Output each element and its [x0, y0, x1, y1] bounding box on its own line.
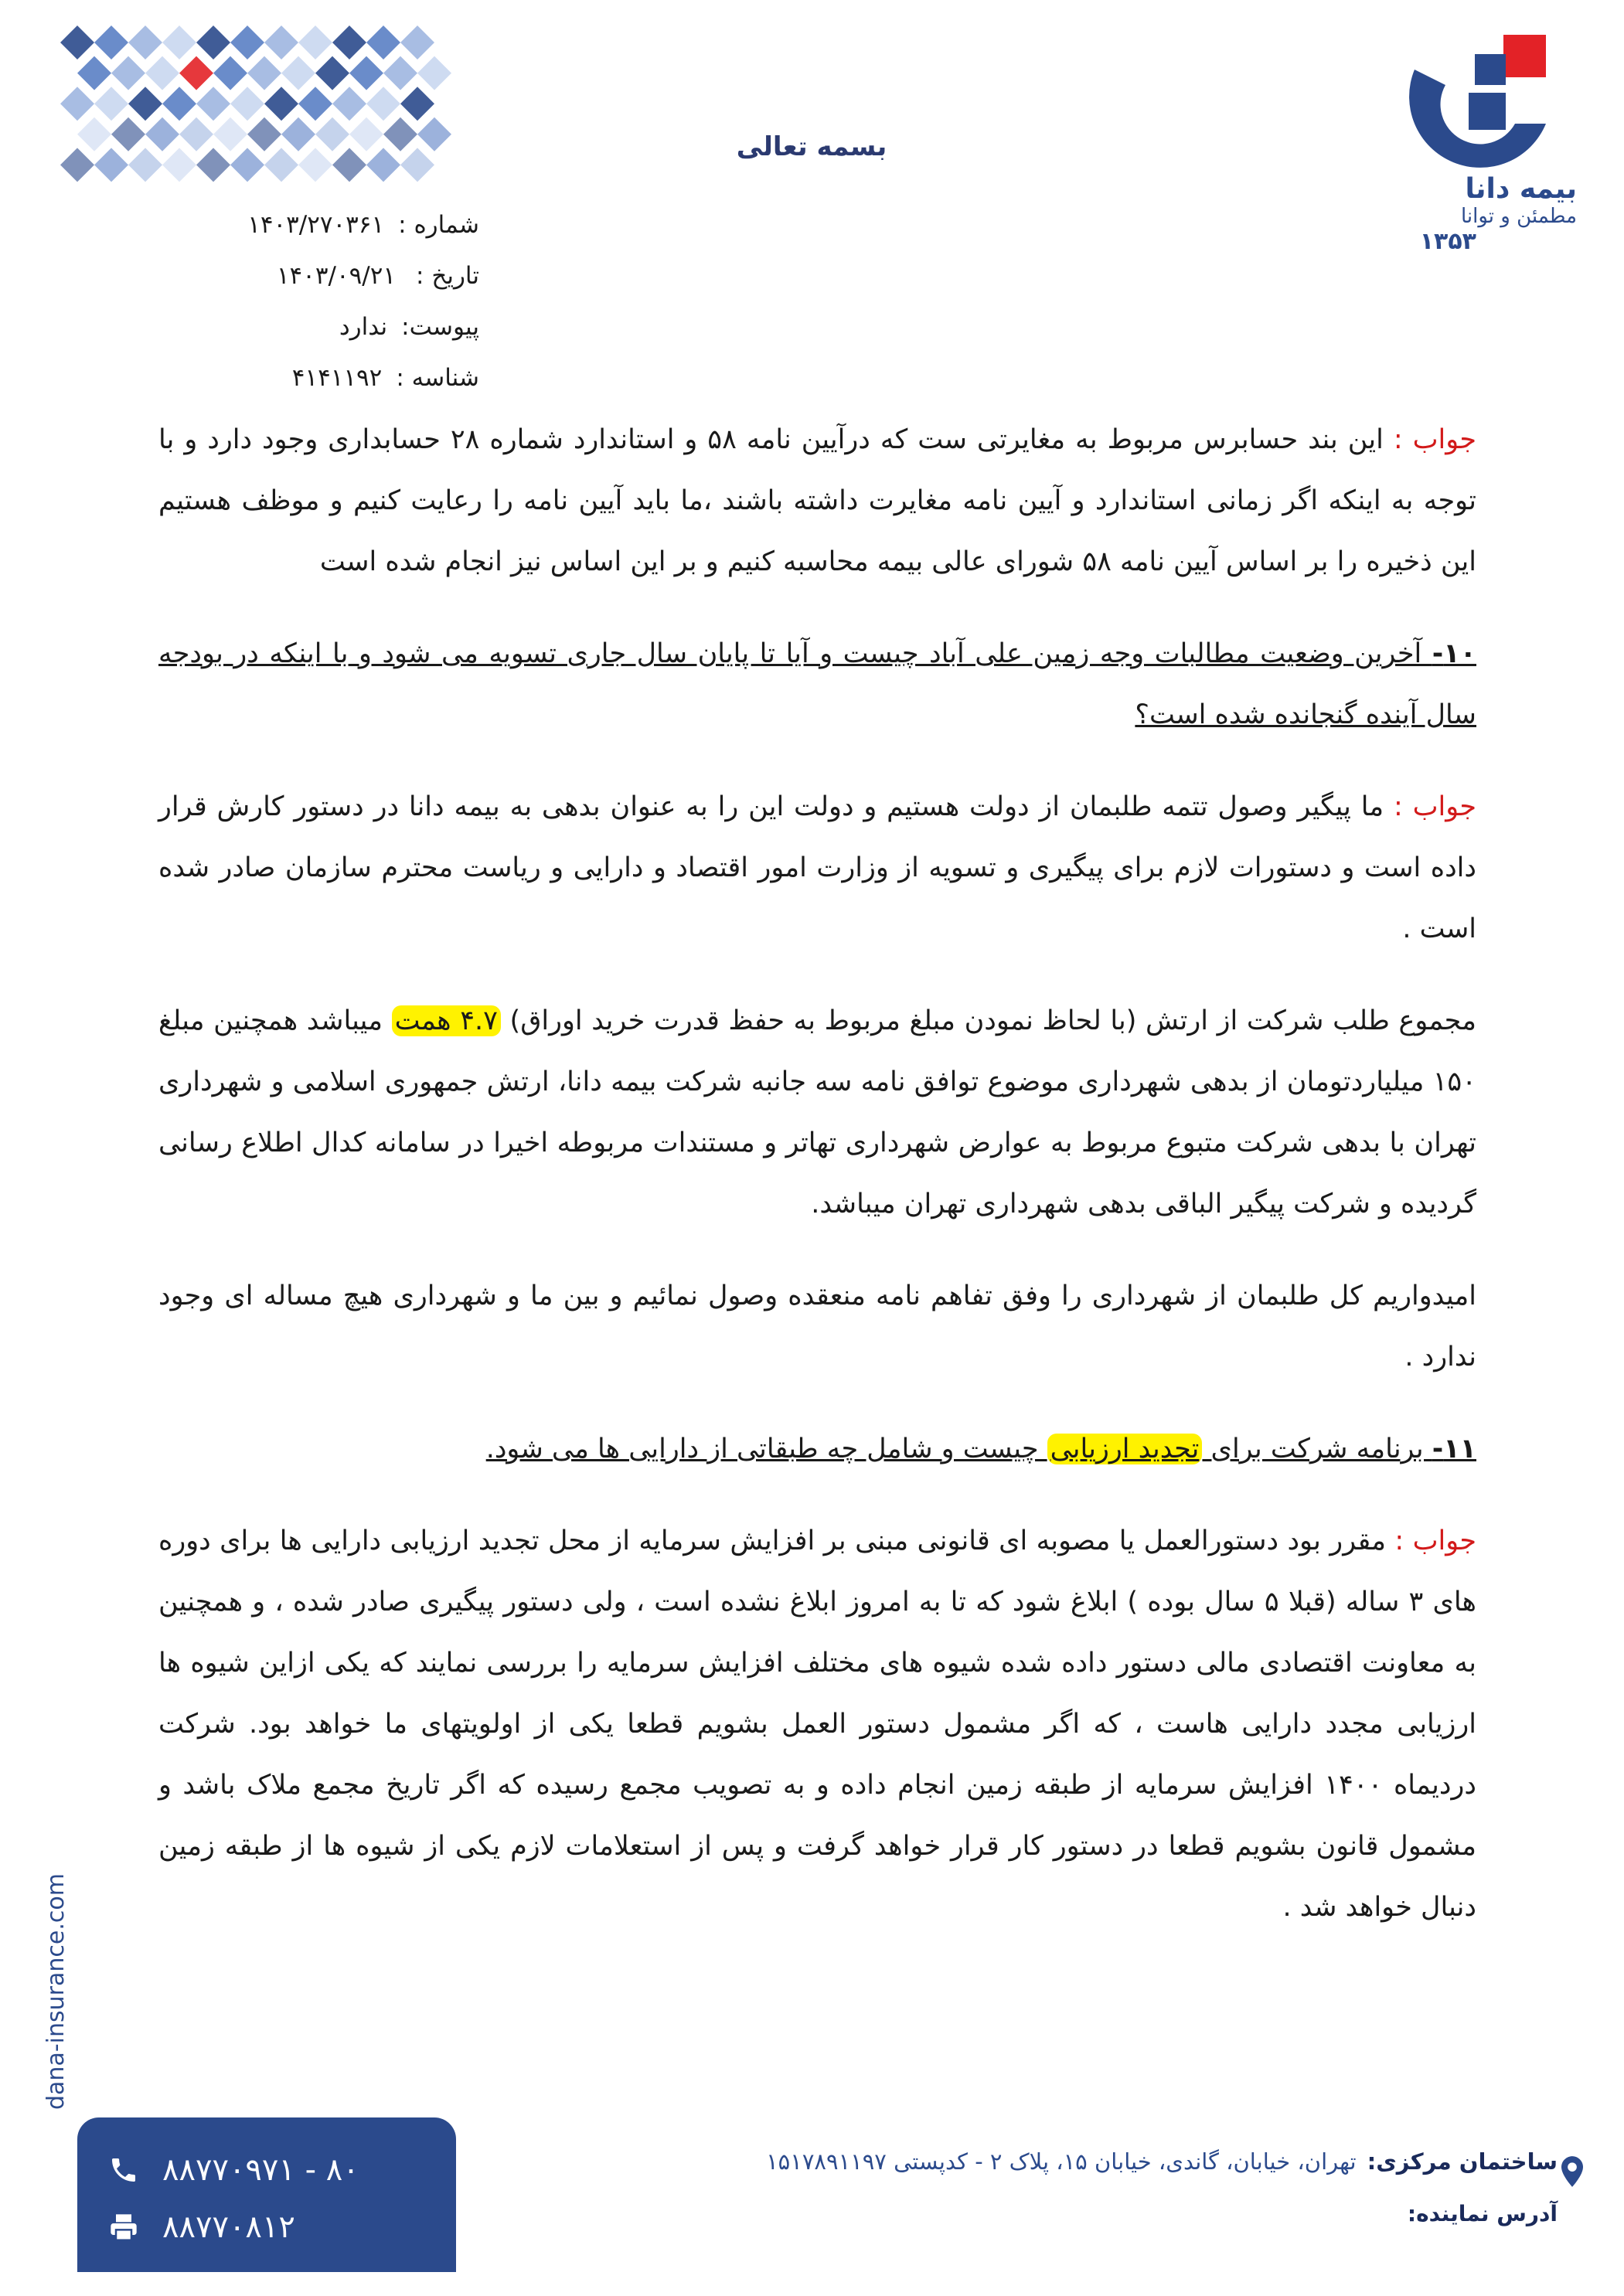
paragraph-municipality	[158, 1266, 1476, 1388]
diamond-tile	[315, 56, 349, 90]
meta-value: ۱۴۰۳/۲۷۰۳۶۱	[247, 211, 385, 239]
paragraph-text: امیدواریم کل طلبمان از شهرداری را وفق تفاهم نامه منعقده وصول نمائیم و بین ما و شهرداری هیچ مساله ای وجود ندارد .	[158, 1281, 1476, 1372]
diamond-tile	[264, 87, 298, 121]
diamond-tile	[417, 56, 451, 90]
diamond-tile	[111, 117, 145, 151]
location-pin-icon	[1561, 2156, 1583, 2187]
diamond-tile	[400, 26, 434, 60]
diamond-tile	[179, 56, 213, 90]
website-text[interactable]: dana-insurance.com	[43, 1873, 70, 2110]
phone-icon	[108, 2155, 139, 2185]
diamond-tile	[298, 26, 332, 60]
diamond-tile	[315, 117, 349, 151]
meta-attachment	[232, 301, 479, 352]
diamond-tile	[264, 26, 298, 60]
diamond-tile	[111, 56, 145, 90]
diamond-tile	[298, 87, 332, 121]
meta-label: شناسه :	[396, 364, 479, 392]
logo-mark	[1384, 23, 1577, 178]
diamond-tile	[213, 117, 247, 151]
meta-id	[232, 352, 479, 403]
diamond-tile	[417, 117, 451, 151]
address-block	[618, 2148, 1558, 2226]
question-text: برنامه شرکت برای	[1202, 1434, 1432, 1464]
diamond-tile	[196, 26, 230, 60]
diamond-tile	[60, 87, 94, 121]
diamond-tile	[349, 56, 383, 90]
paragraph-army-claim	[158, 991, 1476, 1235]
letter-body	[158, 410, 1476, 1969]
diamond-tile	[162, 26, 196, 60]
fax-number[interactable]: ۸۸۷۷۰۸۱۲	[162, 2209, 295, 2245]
diamond-tile	[162, 87, 196, 121]
diamond-tile	[332, 26, 366, 60]
diamond-tile	[247, 117, 281, 151]
company-logo	[1384, 23, 1577, 255]
bismillah-heading: بسمه تعالی	[736, 131, 887, 162]
meta-value: ۱۴۰۳/۰۹/۲۱	[276, 262, 396, 290]
letter-meta	[232, 199, 479, 403]
paragraph-text: میباشد همچنین مبلغ ۱۵۰ میلیاردتومان از بدهی شهرداری موضوع توافق نامه سه جانبه شرکت بیمه دانا، ارتش جمهوری اسلامی و شهرداری تهران با بدهی شرکت متبوع مربوط به عوارض شهرداری تهاتر و مستندات مربوطه اخیرا در سامانه کدال اطلاع رسانی گردیده و شرکت پیگیر الباقی بدهی شهرداری تهران میباشد.	[158, 1005, 1476, 1219]
diamond-tile	[179, 117, 213, 151]
answer-label: جواب :	[1393, 424, 1476, 455]
diamond-tile	[162, 148, 196, 182]
question-text: آخرین وضعیت مطالبات وجه زمین علی آباد چیست و آیا تا پایان سال جاری تسویه می شود و با اینکه در بودجه سال آینده گنجانده شده است؟	[158, 638, 1476, 730]
diamond-tile	[60, 148, 94, 182]
answer-paragraph-3	[158, 1511, 1476, 1938]
diamond-tile	[366, 26, 400, 60]
diamond-tile	[400, 148, 434, 182]
diamond-tile	[383, 117, 417, 151]
meta-number	[232, 199, 479, 250]
answer-paragraph-1	[158, 410, 1476, 593]
diamond-tile	[196, 87, 230, 121]
diamond-tile	[94, 26, 128, 60]
answer-text: ما پیگیر وصول تتمه طلبمان از دولت هستیم و دولت این را به عنوان بدهی به بیمه دانا در دستور کارش قرار داده است و دستورات لازم برای پیگیری و تسویه از وزارت امور اقتصاد و دارایی و ریاست محترم سازمان صادر شده است .	[158, 791, 1476, 944]
fax-row	[108, 2204, 295, 2250]
diamond-tile	[94, 148, 128, 182]
address-label: ساختمان مرکزی:	[1367, 2148, 1558, 2175]
diamond-tile	[94, 87, 128, 121]
diamond-tile	[332, 148, 366, 182]
meta-date	[232, 250, 479, 301]
diamond-tile	[128, 26, 162, 60]
website-link[interactable]	[35, 1873, 81, 2110]
diamond-tile	[145, 56, 179, 90]
phone-number[interactable]: ۸۸۷۷۰۹۷۱ - ۸۰	[162, 2152, 359, 2188]
diamond-tile	[77, 56, 111, 90]
address-line	[618, 2148, 1558, 2175]
answer-paragraph-2	[158, 777, 1476, 960]
question-number: ۱۰-	[1432, 638, 1476, 669]
diamond-tile	[196, 148, 230, 182]
diamond-tile	[366, 148, 400, 182]
question-10	[158, 624, 1476, 746]
contact-box	[77, 2117, 456, 2272]
diamond-tile	[213, 56, 247, 90]
highlighted-term: تجدید ارزیابی	[1047, 1434, 1203, 1464]
answer-text: این بند حسابرس مربوط به مغایرتی ست که درآیین نامه ۵۸ و استاندارد شماره ۲۸ حسابداری وجود دارد و با توجه به اینکه اگر زمانی استاندارد و آیین نامه مغایرت داشته باشند ،ما باید آیین نامه را رعایت کنیم و موظف هستیم این ذخیره را بر اساس آیین نامه ۵۸ شورای عالی بیمه محاسبه کنیم و بر این اساس نیز انجام شده است	[158, 424, 1476, 577]
answer-label: جواب :	[1393, 791, 1476, 822]
diamond-tile	[281, 56, 315, 90]
diamond-tile	[400, 87, 434, 121]
answer-label: جواب :	[1394, 1526, 1476, 1556]
answer-text: مقرر بود دستورالعمل یا مصوبه ای قانونی مبنی بر افزایش سرمایه از محل تجدید ارزیابی دارایی ها برای دوره های ۳ ساله (قبلا ۵ سال بوده ) ابلاغ شود که تا به امروز ابلاغ نشده است ، ولی دستور پیگیری صادر شده ، و همچنین به معاونت اقتصادی مالی دستور داده شده شیوه های مختلف افزایش سرمایه را بررسی نمایند که یکی ازاین شیوه ها ارزیابی مجدد دارایی هاست ، که اگر مشمول دستور العمل بشویم قطعا یکی از اولویتهای ما خواهد بود. شرکت دردیماه ۱۴۰۰ افزایش سرمایه از طبقه زمین انجام داده و به تصویب مجمع رسیده که اگر تاریخ مجمع ملاک باشد و مشمول قانون بشویم قطعا در دستور کار قرار خواهد گرفت و پس از استعلامات لازم یکی از شیوه ها از طبقه زمین دنبال خواهد شد .	[158, 1526, 1476, 1923]
diamond-tile	[77, 117, 111, 151]
diamond-tile	[128, 87, 162, 121]
address-text: تهران، خیابان، گاندی، خیابان ۱۵، پلاک ۲ - کدپستی ۱۵۱۷۸۹۱۱۹۷	[766, 2148, 1357, 2175]
logo-slogan: مطمئن و توانا	[1460, 205, 1577, 228]
meta-label: شماره :	[398, 211, 479, 239]
diamond-tile	[383, 56, 417, 90]
diamond-tile	[230, 148, 264, 182]
logo-name: بیمه دانا	[1465, 173, 1577, 205]
diamond-tile	[230, 87, 264, 121]
diamond-tile	[281, 117, 315, 151]
meta-value: ۴۱۴۱۱۹۲	[291, 364, 383, 392]
representative-label: آدرس نماینده:	[1407, 2201, 1558, 2226]
diamond-tile	[349, 117, 383, 151]
paragraph-text: مجموع طلب شرکت از ارتش (با لحاظ نمودن مبلغ مربوط به حفظ قدرت خرید اوراق)	[500, 1005, 1477, 1036]
diamond-tile	[230, 26, 264, 60]
diamond-tile	[60, 26, 94, 60]
diamond-pattern	[54, 23, 456, 193]
printer-icon	[108, 2212, 139, 2243]
diamond-tile	[145, 117, 179, 151]
diamond-tile	[264, 148, 298, 182]
logo-year: ۱۳۵۳	[1419, 228, 1476, 255]
diamond-tile	[247, 56, 281, 90]
meta-label: پیوست:	[401, 313, 479, 341]
question-11	[158, 1419, 1476, 1480]
meta-label: تاریخ :	[416, 262, 479, 290]
diamond-tile	[128, 148, 162, 182]
highlighted-amount: ۴.۷ همت	[392, 1005, 501, 1036]
diamond-tile	[298, 148, 332, 182]
diamond-tile	[332, 87, 366, 121]
question-number: ۱۱-	[1432, 1434, 1476, 1464]
meta-value: ندارد	[339, 313, 388, 341]
diamond-tile	[366, 87, 400, 121]
question-text: چیست و شامل چه طبقاتی از دارایی ها می شود.	[485, 1434, 1047, 1464]
phone-row	[108, 2147, 359, 2193]
